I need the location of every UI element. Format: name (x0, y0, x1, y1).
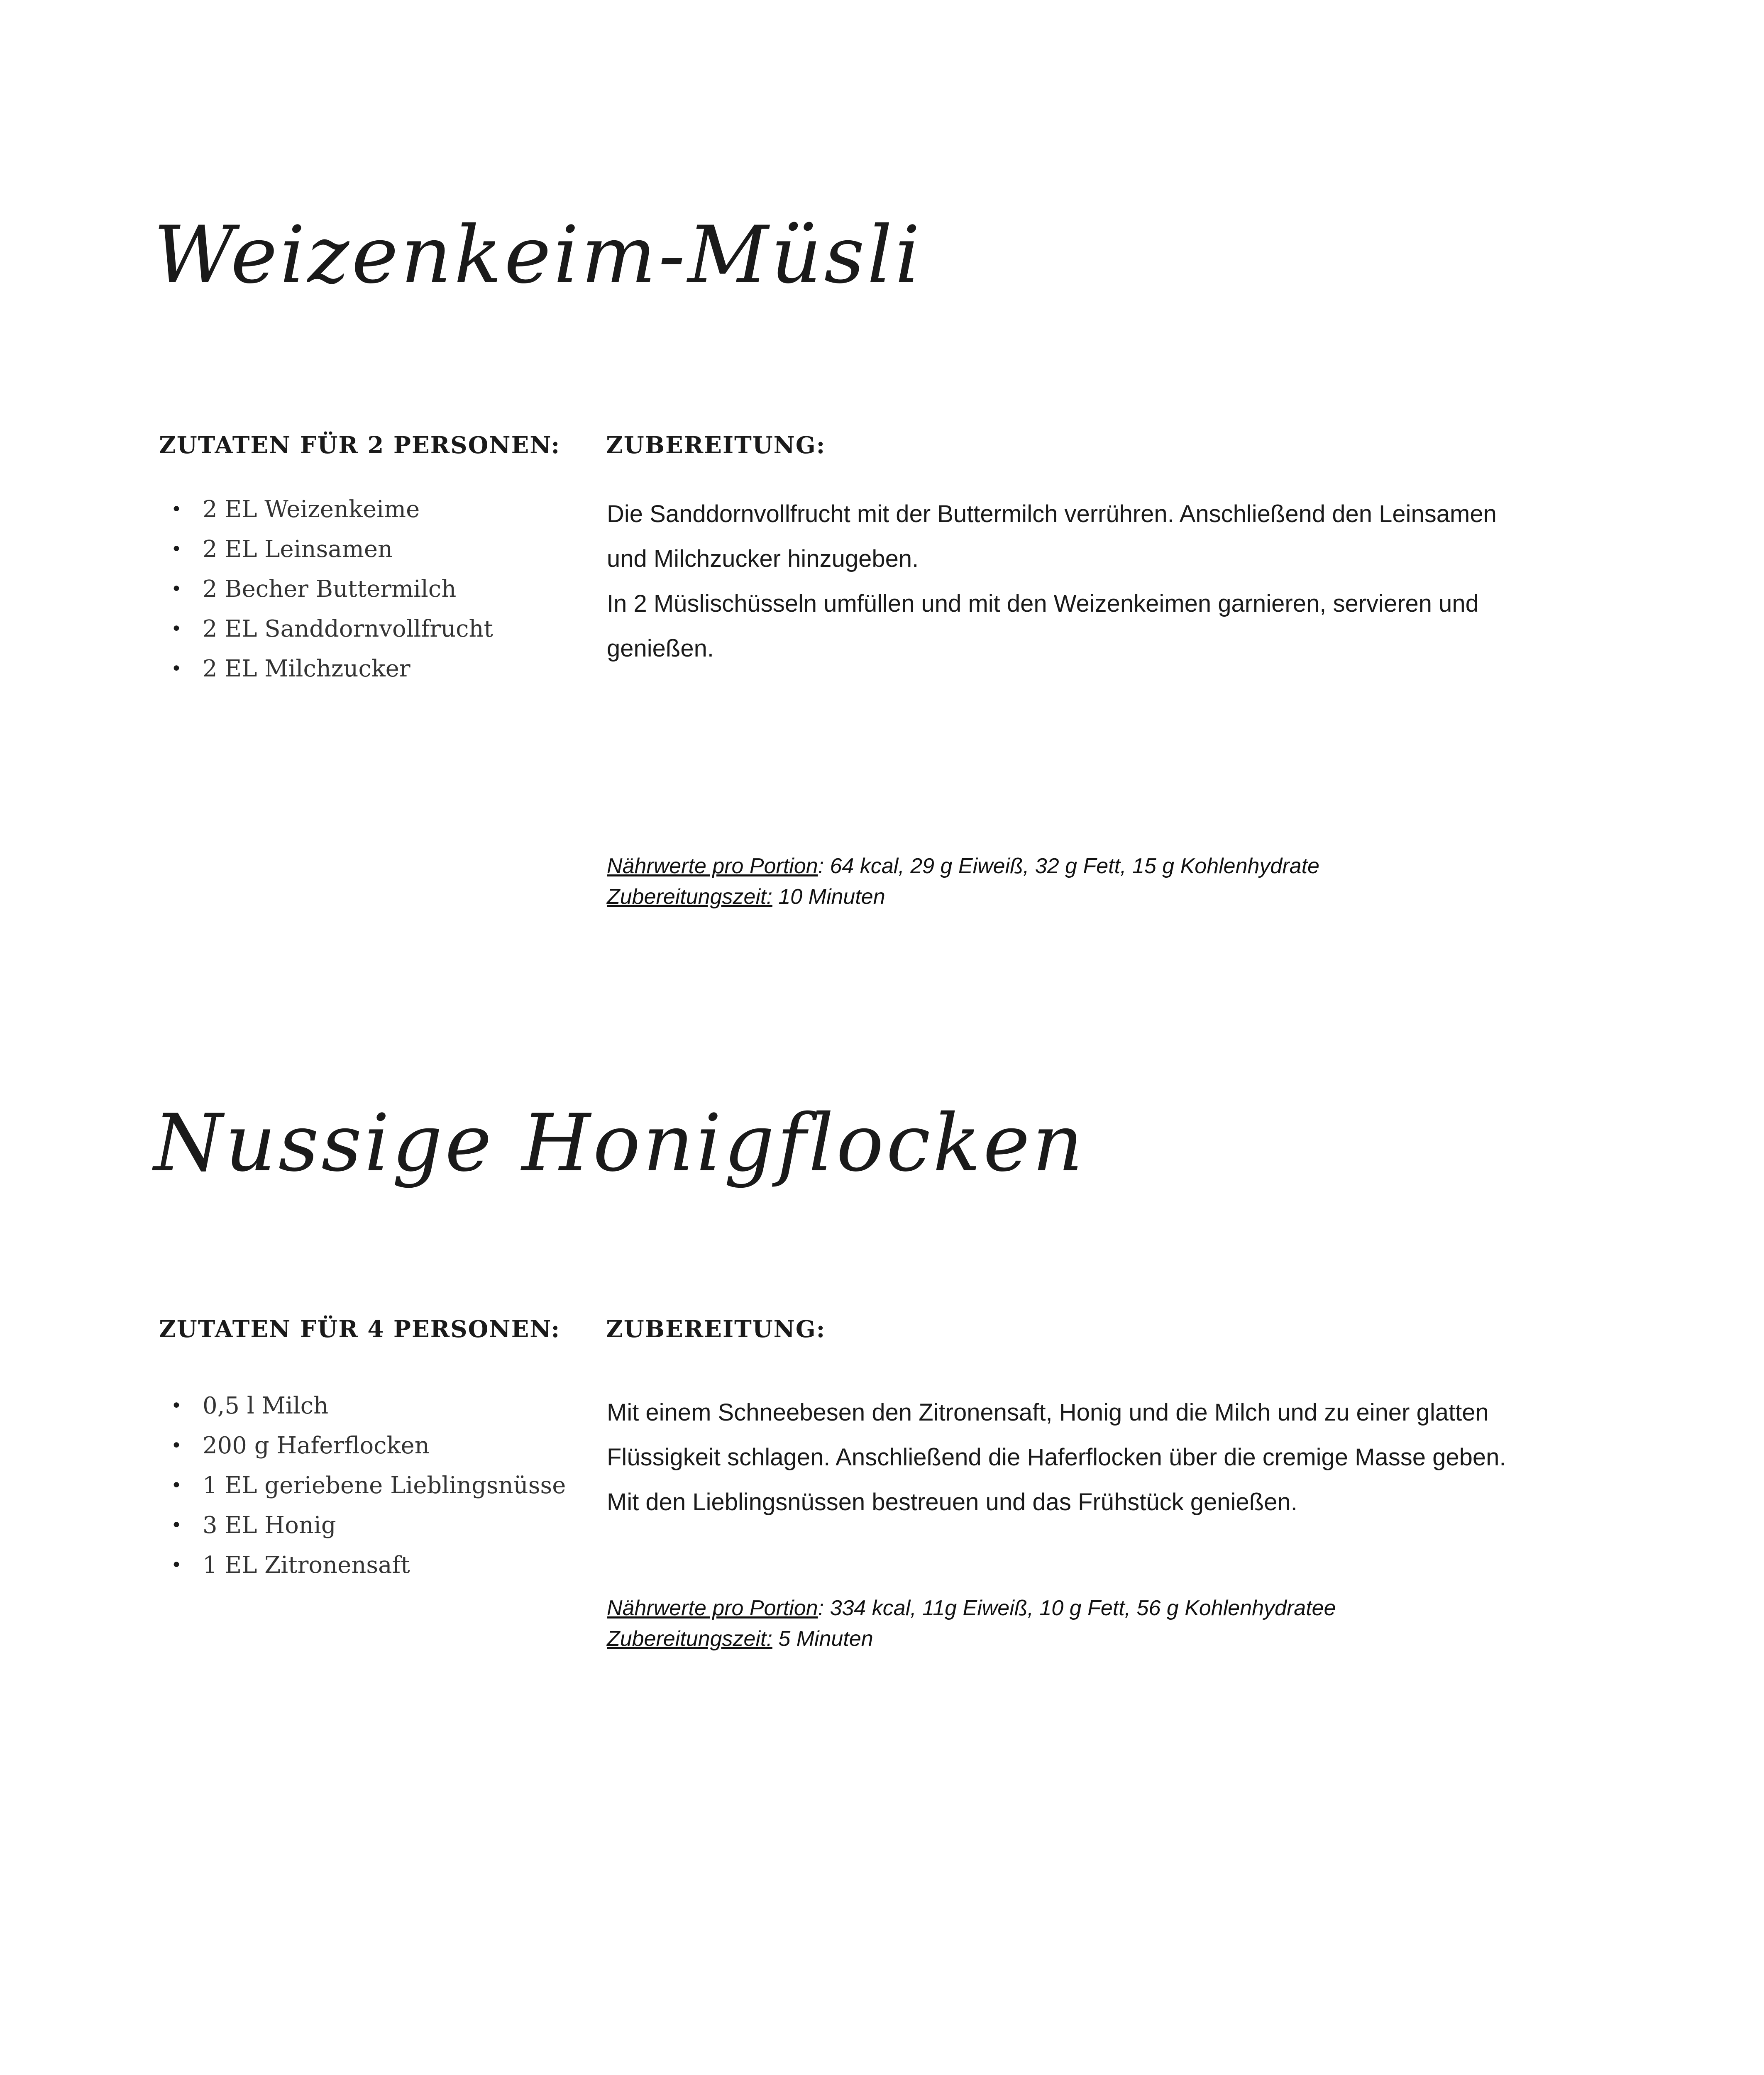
recipe-title: Nussige Honigflocken (154, 1097, 1086, 1189)
prep-time-label: Zubereitungszeit: (607, 1627, 772, 1651)
bullet-icon: • (171, 1395, 182, 1416)
bullet-icon: • (171, 1555, 182, 1576)
ingredients-list (166, 1386, 566, 1585)
nutrition-label: Nährwerte pro Portion (607, 1596, 818, 1620)
ingredients-heading: ZUTATEN FÜR 4 PERSONEN: (159, 1316, 561, 1343)
nutrition-info (607, 1593, 1686, 1654)
recipe-title: Weizenkeim-Müsli (154, 209, 923, 301)
prep-time-value: 5 Minuten (772, 1627, 873, 1651)
bullet-icon: • (171, 1475, 182, 1496)
bullet-icon: • (171, 579, 182, 600)
prep-time-label: Zubereitungszeit: (607, 885, 772, 909)
bullet-icon: • (171, 499, 182, 520)
ingredient-item: • 200 g Haferflocken (166, 1426, 566, 1466)
nutrition-label: Nährwerte pro Portion (607, 854, 818, 878)
prep-time-value: 10 Minuten (772, 885, 885, 909)
ingredient-item: • 2 EL Sanddornvollfrucht (166, 609, 493, 649)
ingredients-heading: ZUTATEN FÜR 2 PERSONEN: (159, 432, 561, 459)
ingredient-item: • 2 EL Milchzucker (166, 649, 493, 689)
ingredient-item: • 1 EL Zitronensaft (166, 1545, 566, 1585)
ingredient-item: • 0,5 l Milch (166, 1386, 566, 1426)
ingredient-item: • 2 Becher Buttermilch (166, 569, 493, 609)
ingredient-item: • 2 EL Weizenkeime (166, 490, 493, 530)
bullet-icon: • (171, 658, 182, 679)
ingredient-item: • 1 EL geriebene Lieblingsnüsse (166, 1466, 566, 1506)
nutrition-info (607, 851, 1686, 912)
bullet-icon: • (171, 539, 182, 560)
ingredient-item: • 3 EL Honig (166, 1506, 566, 1545)
preparation-heading: ZUBEREITUNG: (606, 1316, 826, 1343)
nutrition-value: : 64 kcal, 29 g Eiweiß, 32 g Fett, 15 g Kohlenhydrate (818, 854, 1319, 878)
ingredient-item: • 2 EL Leinsamen (166, 530, 493, 569)
bullet-icon: • (171, 1515, 182, 1536)
bullet-icon: • (171, 1435, 182, 1456)
preparation-text: Die Sanddornvollfrucht mit der Buttermilch verrühren. Anschließend den Leinsamen und Milchzucker hinzugeben. In 2 Müslischüsseln umfüllen und mit den Weizenkeimen garnieren, servieren und genießen. (607, 500, 1497, 662)
bullet-icon: • (171, 618, 182, 640)
preparation-heading: ZUBEREITUNG: (606, 432, 826, 459)
preparation-text: Mit einem Schneebesen den Zitronensaft, Honig und die Milch und zu einer glatten Flüssigkeit schlagen. Anschließend die Haferflocken über die cremige Masse geben. Mit den Lieblingsnüssen bestreuen und das Frühstück genießen. (607, 1399, 1506, 1516)
nutrition-value: : 334 kcal, 11g Eiweiß, 10 g Fett, 56 g Kohlenhydratee (818, 1596, 1336, 1620)
ingredients-list (166, 490, 493, 689)
